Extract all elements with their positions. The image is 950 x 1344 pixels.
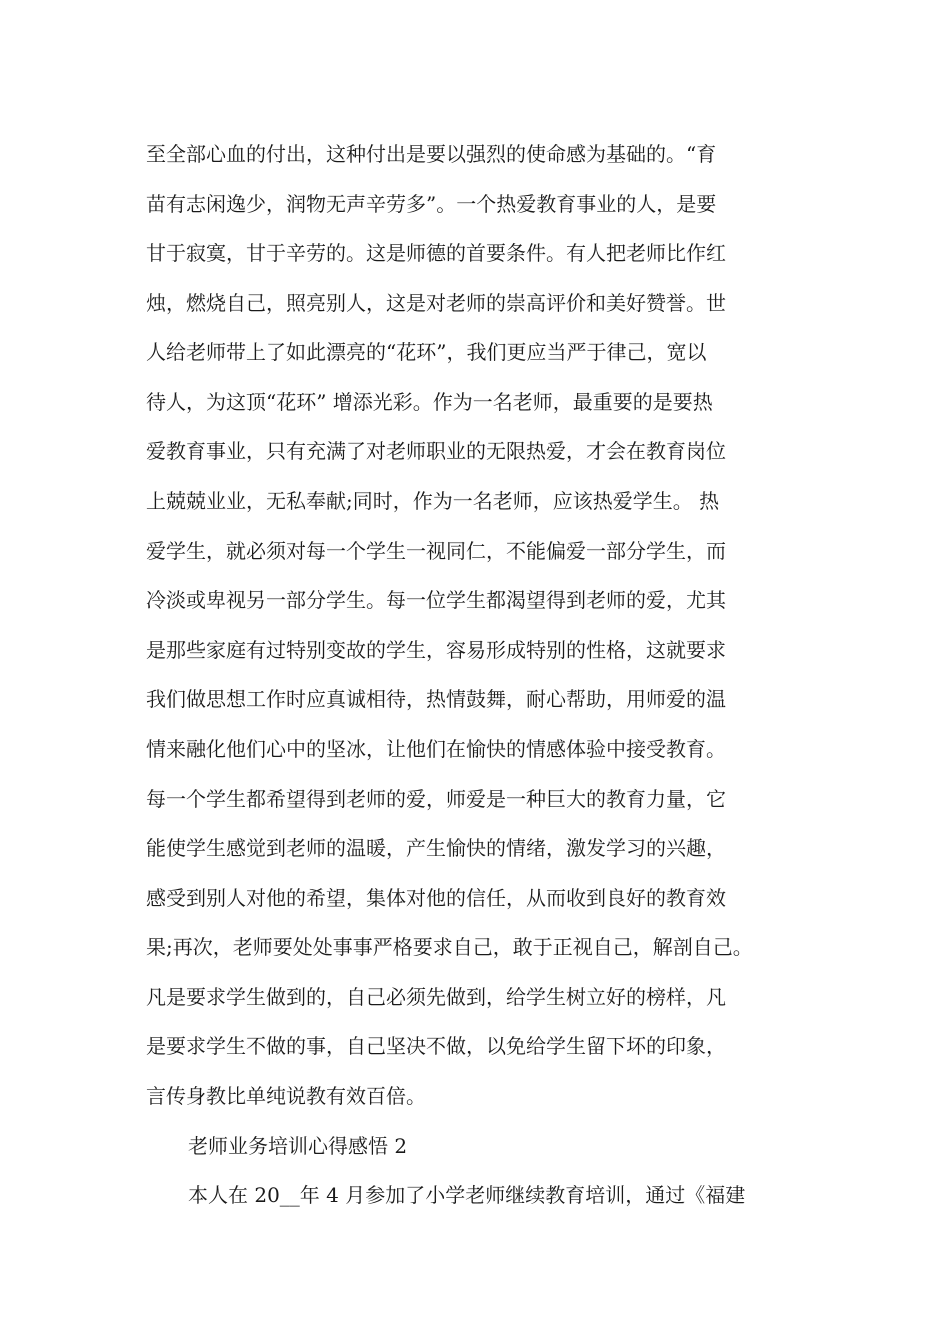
body-line-11: 是那些家庭有过特别变故的学生，容易形成特别的性格，这就要求 (146, 638, 726, 662)
next-paragraph-start: 本人在 20__年 4 月参加了小学老师继续教育培训，通过《福建 (188, 1183, 746, 1207)
body-line-18: 凡是要求学生做到的，自己必须先做到，给学生树立好的榜样，凡 (146, 985, 726, 1009)
body-line-12: 我们做思想工作时应真诚相待，热情鼓舞，耐心帮助，用师爱的温 (146, 687, 726, 711)
body-line-20: 言传身教比单纯说教有效百倍。 (146, 1084, 426, 1108)
body-line-5: 人给老师带上了如此漂亮的“花环”，我们更应当严于律己，宽以 (146, 340, 707, 364)
body-line-16: 感受到别人对他的希望，集体对他的信任，从而收到良好的教育效 (146, 886, 726, 910)
body-line-10: 冷淡或卑视另一部分学生。每一位学生都渴望得到老师的爱，尤其 (146, 588, 726, 612)
body-line-14: 每一个学生都希望得到老师的爱，师爱是一种巨大的教育力量，它 (146, 787, 726, 811)
body-line-4: 烛，燃烧自己，照亮别人，这是对老师的崇高评价和美好赞誉。世 (146, 291, 726, 315)
body-line-6: 待人，为这顶“花环” 增添光彩。作为一名老师，最重要的是要热 (146, 390, 713, 414)
body-line-19: 是要求学生不做的事，自己坚决不做，以免给学生留下坏的印象， (146, 1034, 726, 1058)
body-line-8: 上兢兢业业，无私奉献;同时，作为一名老师，应该热爱学生。 热 (146, 489, 720, 513)
body-line-1: 至全部心血的付出，这种付出是要以强烈的使命感为基础的。“育 (146, 142, 717, 166)
body-line-9: 爱学生，就必须对每一个学生一视同仁，不能偏爱一部分学生，而 (146, 539, 726, 563)
body-line-2: 苗有志闲逸少，润物无声辛劳多”。一个热爱教育事业的人，是要 (146, 192, 717, 216)
body-line-13: 情来融化他们心中的坚冰，让他们在愉快的情感体验中接受教育。 (146, 737, 726, 761)
body-line-7: 爱教育事业，只有充满了对老师职业的无限热爱，才会在教育岗位 (146, 439, 726, 463)
body-line-3: 甘于寂寞，甘于辛劳的。这是师德的首要条件。有人把老师比作红 (146, 241, 726, 265)
section-heading: 老师业务培训心得感悟 2 (188, 1134, 408, 1158)
body-line-17: 果;再次，老师要处处事事严格要求自己，敢于正视自己，解剖自己。 (146, 935, 753, 959)
body-line-15: 能使学生感觉到老师的温暖，产生愉快的情绪，激发学习的兴趣， (146, 836, 726, 860)
